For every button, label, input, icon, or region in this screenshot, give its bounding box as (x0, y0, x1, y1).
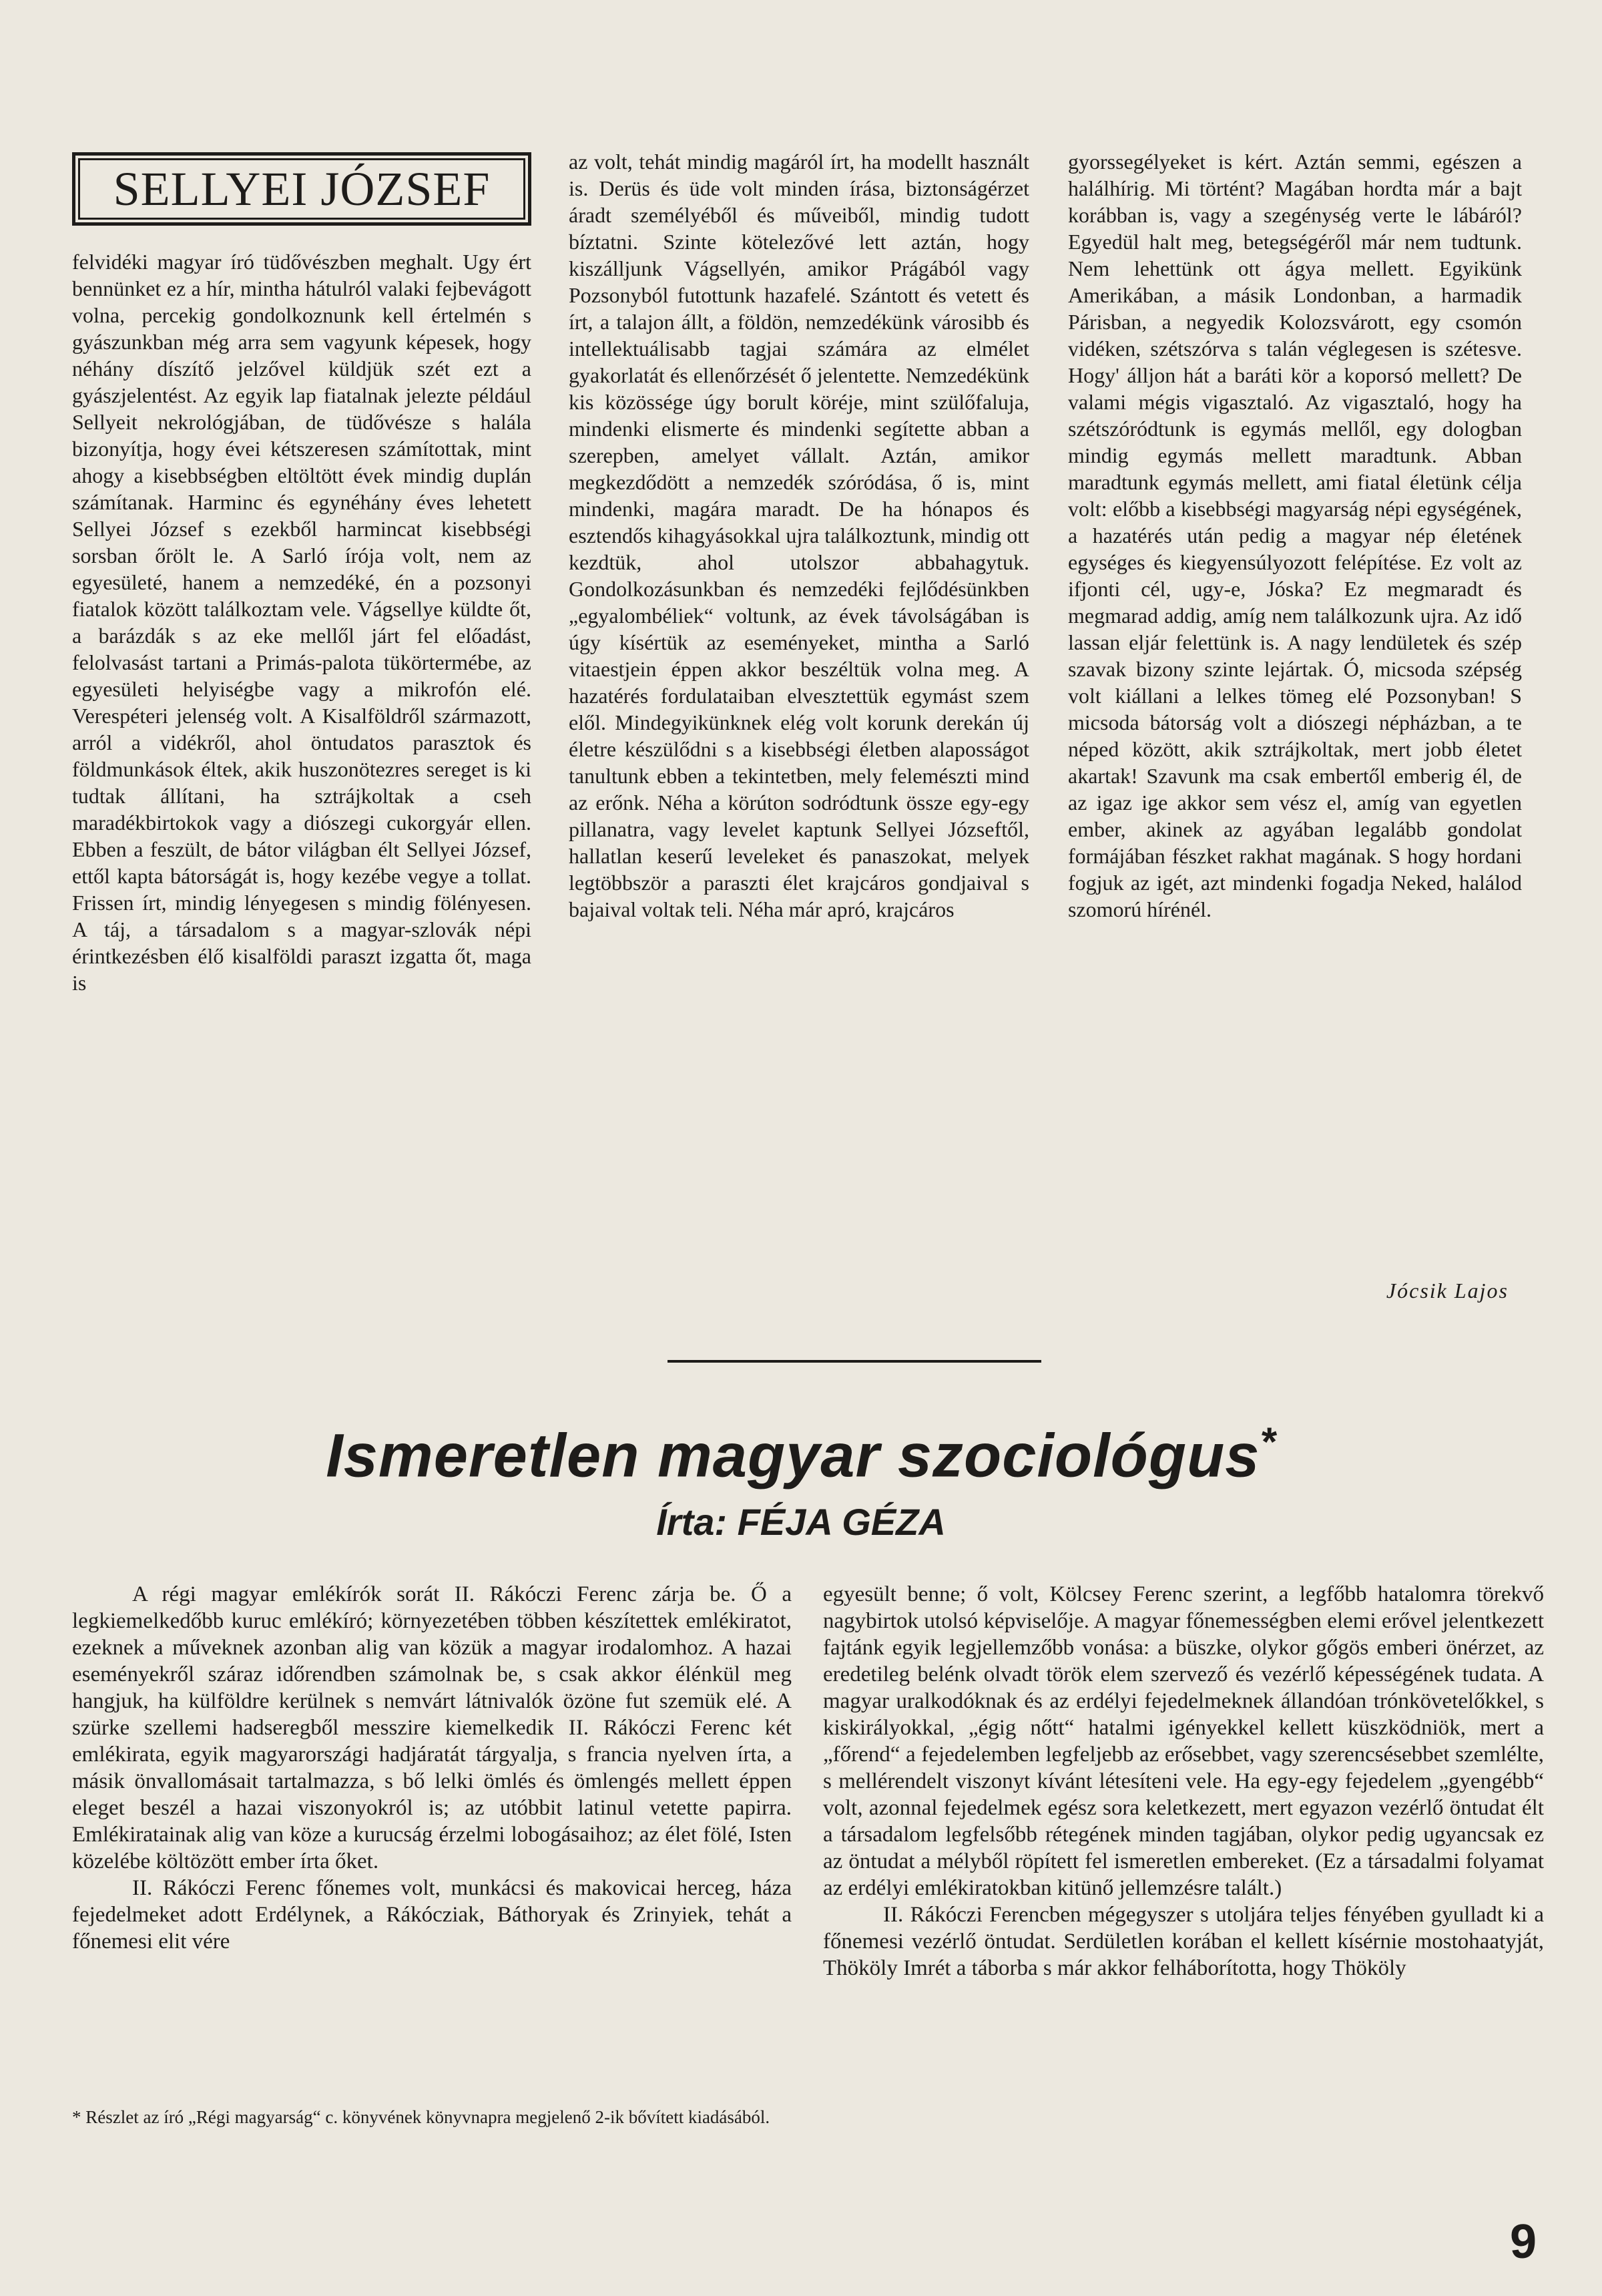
paragraph: II. Rákóczi Ferencben mégegyszer s utoljára teljes fényében gyulladt ki a főnemesi vezérlő öntudat. Serdületlen korában el kellett kísérnie mostohaatyját, Thököly Imrét a táborba s már akkor felháborította, hogy Thököly (823, 1903, 1544, 1980)
author-signature: Jócsik Lajos (1386, 1279, 1509, 1303)
second-article-headline (0, 1419, 1602, 1491)
second-article-column-1 (72, 1581, 792, 1955)
article-divider (668, 1360, 1041, 1363)
article-title-box (72, 152, 531, 226)
footnote-mark: * (1260, 1419, 1276, 1464)
top-article-column-1 (72, 248, 531, 996)
paragraph: felvidéki magyar író tüdővészben meghalt. Ugy ért bennünket ez a hír, mintha hátulról valaki fejbevágott volna, percekig gondolkoznunk kell értelmén s gyászunkban még arra sem vagyunk képesek, hogy néhány díszítő jelzővel küldjük szét ezt a gyászjelentést. Az egyik lap fiatalnak jelezte például Sellyeit nekrológjában, de tüdővésze s halála bizonyítja, hogy évei kétszeresen számítottak, mint ahogy a kisebbségben eltöltött évek mindig duplán számítanak. Harminc és egynéhány éves lehetett Sellyei József s ezekből harmincat kisebbségi sorsban őrölt le. A Sarló írója volt, nem az egyesületé, hanem a nemzedéké, én a pozsonyi fiatalok között találkoztam vele. Vágsellye küldte őt, a barázdák s az eke mellől járt fel előadást, felolvasást tartani a Primás-palota tükörtermébe, az egyesületi helyiségbe vagy a mikrofón elé. Verespéteri jelenség volt. A Kisalföldről származott, arról a vidékről, ahol öntudatos parasztok és földmunkások éltek, akik huszonötezres sereget is ki tudtak állítani, ha sztrájkoltak a cseh maradékbirtokok vagy a diószegi cukorgyár ellen. Ebben a feszült, de bátor világban élt Sellyei József, ettől kapta bátorságát is, hogy kezébe vegye a tollat. Frissen írt, mindig lényegesen s mindig fölényesen. A táj, a társadalom s a magyar-szlovák népi érintkezésben élő kisalföldi paraszt izgatta őt, maga is (72, 250, 531, 995)
top-article-column-2 (569, 148, 1029, 923)
paragraph: az volt, tehát mindig magáról írt, ha modellt használt is. Derüs és üde volt minden írása, biztonságérzet áradt személyéből és műveiből, mindig tudott bíztatni. Szinte kötelezővé lett aztán, hogy kiszálljunk Vágsellyén, amikor Prágából vagy Pozsonyból futottunk hazafelé. Szántott és vetett és írt, a talajon állt, a földön, nemzedékünk városibb és intellektuálisabb tagjai számára az elmélet gyakorlatát és ellenőrzését ő jelentette. Nemzedékünk kis közössége úgy borult köréje, mint szülőfaluja, mindenki elismerte és mindenki segítette abban a szerepben, amelyet vállalt. Aztán, amikor megkezdődött a nemzedék szóródása, ő is, mint mindenki, magára maradt. De ha hónapos és esztendős kihagyásokkal ujra találkoztunk, mindig ott kezdtük, ahol utolszor abbahagytuk. Gondolkozásunkban és nemzedéki fejlődésünkben „egyalombéliek“ voltunk, az évek távolságában is úgy kísértük az eseményeket, mintha a Sarló vitaestjein éppen akkor beszéltük volna meg. A hazatérés fordulataiban elvesztettük egymást szem elől. Mindegyikünknek elég volt korunk derekán új életre készülődni s a kisebbségi életben alaposságot tanultunk ebben a tekintetben, mely felemészti mind az erőnk. Néha a körúton sodródtunk össze egy-egy pillanatra, vagy levelet kaptunk Sellyei Józseftől, hallatlan keserű leveleket és panaszokat, melyek legtöbbször a paraszti élet krajcáros gondjaival s bajaival voltak teli. Néha már apró, krajcáros (569, 150, 1029, 921)
footnote: * Részlet az író „Régi magyarság“ c. könyvének könyvnapra megjelenő 2-ik bővített kiadásából. (72, 2107, 770, 2127)
paragraph: gyorssegélyeket is kért. Aztán semmi, egészen a halálhírig. Mi történt? Magában hordta már a bajt korábban is, vagy a szegénység verte le lábáról? Egyedül halt meg, betegségéről már nem tudtunk. Nem lehettünk ott ágya mellett. Egyikünk Amerikában, a másik Londonban, a harmadik Párisban, a negyedik Kolozsvárott, egy csomón vidéken, szétszórva s talán véglegesen is szétesve. Hogy' álljon hát a baráti kör a koporsó mellett? De valami mégis vigasztaló. Az vigasztaló, hogy ha szétszóródtunk is egymás mellől, egy dologban mindig egymás mellett maradtunk. Abban maradtunk egymás mellett, ami fiatal életünk célja volt: előbb a kisebbségi magyarság népi egységének, a hazatérés után pedig a magyar nép életének egységes és kiegyensúlyozott felépítése. Ez volt az ifjonti cél, ugy-e, Jóska? Ez megmaradt és megmarad addig, amíg nem találkozunk ujra. Az idő lassan eljár felettünk is. A nagy lendületek és szép szavak bizony szinte lejártak. Ó, micsoda szépség volt kiállani a lelkes tömeg elé Pozsonyban! S micsoda bátorság volt a diószegi népházban, a te néped között, akik sztrájkoltak, mert jobb életet akartak! Szavunk ma csak embertől emberig él, de az igaz ige akkor sem vész el, amíg van egyetlen ember, akinek az agyában legalább gondolat formájában fészket rakhat magának. S hogy hordani fogjuk az igét, azt mindenki fogadja Neked, halálod szomorú hírénél. (1068, 150, 1522, 921)
paragraph: egyesült benne; ő volt, Kölcsey Ferenc szerint, a legfőbb hatalomra törekvő nagybirtok utolsó képviselője. A magyar főnemességben elemi erővel jelentkezett fajtánk egyik legjellemzőbb vonása: a büszke, olykor gőgös emberi önérzet, az eredetileg belénk olvadt török elem szervező és vezérlő képességének tudata. A magyar uralkodóknak és az erdélyi fejedelmeknek állandóan trónkövetelőkkel, s kiskirályokkal, „égig nőtt“ hatalmi igényekkel kellett küszködniök, mert a „főrend“ a fejedelemben legfeljebb az erősebbet, vagy szerencsésebbet szemlélte, s mellérendelt viszonyt kívánt létesíteni vele. Ha egy-egy fejedelem „gyengébb“ volt, azonnal fejedelmek egész sora keletkezett, mert egyazon vezérlő öntudat élt a társadalom legfelsőbb rétegének minden tagjában, olykor pedig ugyancsak ez az öntudat a mélyből röpített fel ismeretlen embereket. (Ez a társadalmi folyamat az erdélyi emlékiratokban kitünő jellemzésre talált.) (823, 1582, 1544, 1900)
top-article-column-3 (1068, 148, 1522, 923)
article-title: SELLYEI JÓZSEF (113, 162, 491, 216)
headline-text: Ismeretlen magyar szociológus (326, 1421, 1260, 1490)
paragraph: II. Rákóczi Ferenc főnemes volt, munkácsi és makovicai herceg, háza fejedelmeket adott Erdélynek, a Rákócziak, Báthoryak és Zrinyiek, tehát a főnemesi elit vére (72, 1876, 792, 1954)
paragraph: A régi magyar emlékírók sorát II. Rákóczi Ferenc zárja be. Ő a legkiemelkedőbb kuruc emlékíró; környezetében többen készítettek emlékiratot, ezeknek a műveknek azonban alig van közük a magyar irodalomhoz. A hazai eseményekről száraz időrendben számolnak be, s csak akkor élénkül meg hangjuk, ha külföldre kerülnek s nemvárt látnivalók özöne fut szemük elé. A szürke szellemi hadseregből messzire kiemelkedik II. Rákóczi Ferenc két emlékirata, egyik magyarországi hadjáratát tárgyalja, s francia nyelven írta, a másik önvallomásait tartalmazza, s bő lelki ömlés és ömlengés mellett éppen eleget beszél a hazai viszonyokról is; az utóbbit latinul vetette papirra. Emlékiratainak alig van köze a kurucság érzelmi lobogásaihoz; az élet fölé, Isten közelébe költözött ember írta őket. (72, 1582, 792, 1873)
byline: Írta: FÉJA GÉZA (656, 1501, 946, 1543)
second-article-column-2 (823, 1581, 1544, 1982)
page-number: 9 (1509, 2215, 1537, 2269)
